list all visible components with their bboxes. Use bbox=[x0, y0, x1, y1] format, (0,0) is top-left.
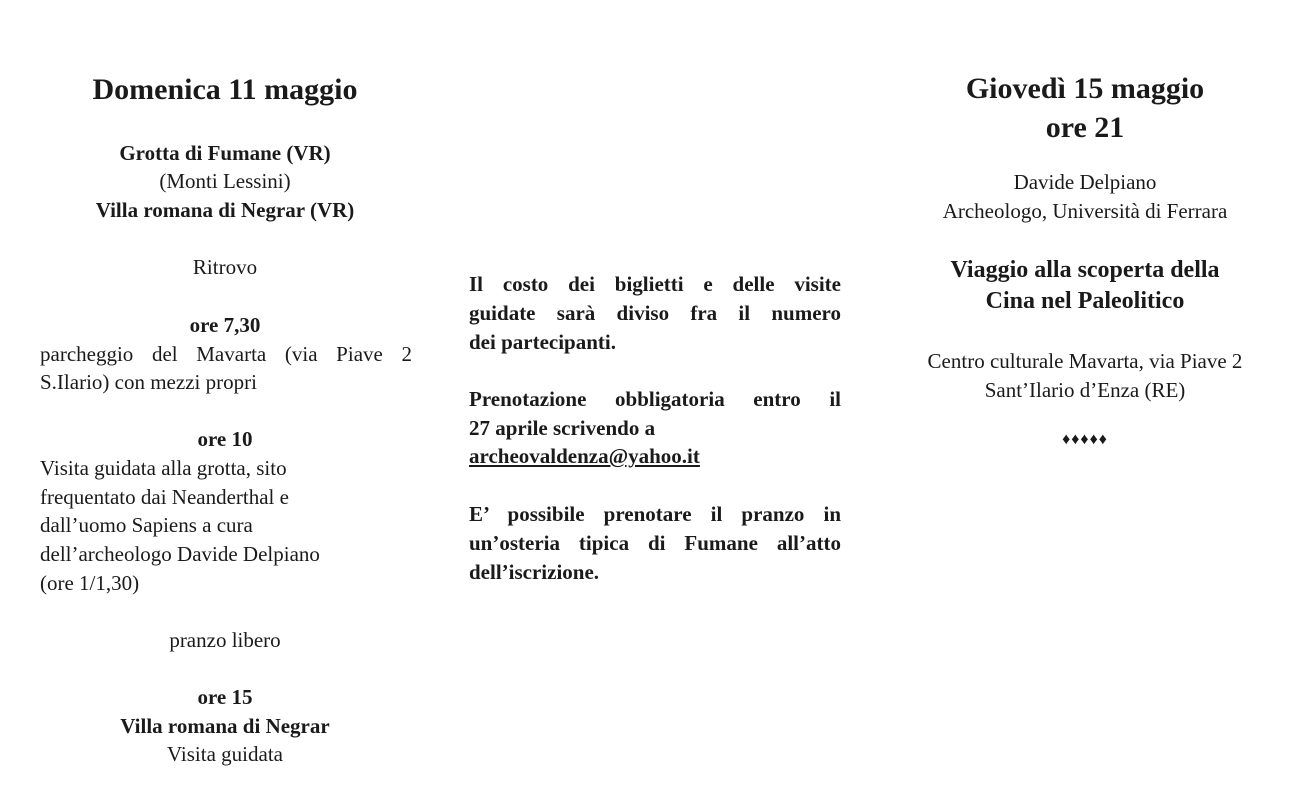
place-villa-negrar-afternoon: Villa romana di Negrar bbox=[120, 714, 330, 738]
venue-line: Sant’Ilario d’Enza (RE) bbox=[984, 378, 1186, 402]
time-1500: ore 15 bbox=[197, 685, 253, 709]
visit-description-line: frequentato dai Neanderthal e bbox=[40, 485, 289, 509]
left-event-date: Domenica 11 maggio bbox=[92, 73, 358, 106]
right-event-time: ore 21 bbox=[1045, 111, 1125, 144]
visit-duration: (ore 1/1,30) bbox=[40, 571, 140, 595]
talk-title-line: Cina nel Paleolitico bbox=[985, 288, 1185, 314]
time-1000: ore 10 bbox=[197, 427, 253, 451]
venue-line: Centro culturale Mavarta, via Piave 2 bbox=[927, 349, 1243, 373]
time-0730: ore 7,30 bbox=[189, 313, 261, 337]
visit-description-line: dell’archeologo Davide Delpiano bbox=[40, 542, 320, 566]
guided-visit-label: Visita guidata bbox=[167, 742, 283, 766]
lunch-booking-line: un’osteria tipica di Fumane all’atto bbox=[469, 531, 841, 555]
booking-email-link[interactable]: archeovaldenza@yahoo.it bbox=[469, 444, 700, 468]
visit-description-line: dall’uomo Sapiens a cura bbox=[40, 513, 253, 537]
place-grotta-subtitle: (Monti Lessini) bbox=[159, 169, 291, 193]
right-event-date: Giovedì 15 maggio bbox=[965, 72, 1205, 105]
visit-description-line: Visita guidata alla grotta, sito bbox=[40, 456, 287, 480]
ritrovo-label: Ritrovo bbox=[192, 255, 258, 279]
cost-info-line: Il costo dei biglietti e delle visite bbox=[469, 272, 841, 296]
lunch-booking-line: E’ possibile prenotare il pranzo in bbox=[469, 502, 841, 526]
lunch-note: pranzo libero bbox=[169, 628, 281, 652]
diamond-ornament-icon: ♦♦♦♦♦ bbox=[1062, 431, 1108, 448]
talk-title-line: Viaggio alla scoperta della bbox=[950, 257, 1220, 283]
booking-info-line: Prenotazione obbligatoria entro il bbox=[469, 387, 841, 411]
lunch-booking-line: dell’iscrizione. bbox=[469, 560, 600, 584]
speaker-name: Davide Delpiano bbox=[1013, 170, 1157, 194]
place-grotta-fumane: Grotta di Fumane (VR) bbox=[119, 141, 331, 165]
booking-info-line: 27 aprile scrivendo a bbox=[469, 416, 656, 440]
speaker-role: Archeologo, Università di Ferrara bbox=[942, 199, 1228, 223]
cost-info-line: guidate sarà diviso fra il numero bbox=[469, 301, 841, 325]
meeting-point-line: S.Ilario) con mezzi propri bbox=[40, 370, 257, 394]
cost-info-line: dei partecipanti. bbox=[469, 330, 616, 354]
place-villa-negrar: Villa romana di Negrar (VR) bbox=[95, 198, 355, 222]
meeting-point-line: parcheggio del Mavarta (via Piave 2 bbox=[40, 342, 412, 366]
